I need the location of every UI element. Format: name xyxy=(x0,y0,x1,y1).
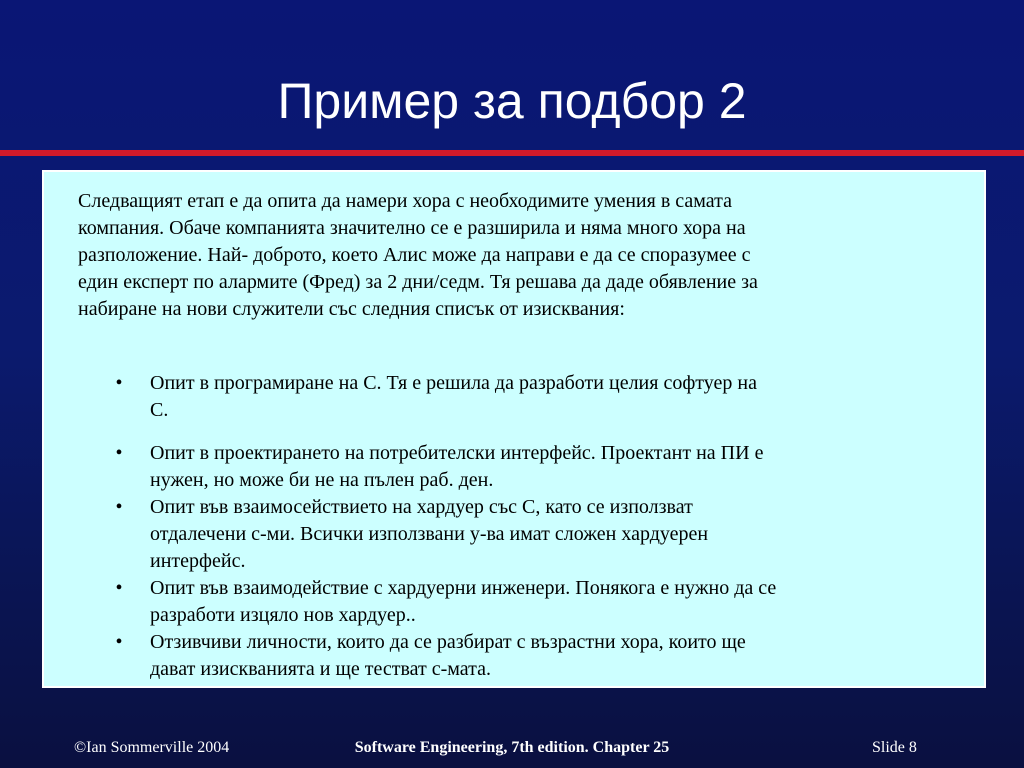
bullet-icon: • xyxy=(115,496,123,518)
footer-slide-number: Slide 8 xyxy=(872,739,917,756)
footer-book-title: Software Engineering, 7th edition. Chapter 25 xyxy=(354,739,670,756)
content-box xyxy=(42,170,986,688)
bullet-icon: • xyxy=(115,631,123,653)
title-divider xyxy=(0,150,1024,156)
bullet-icon: • xyxy=(115,372,123,394)
list-item-text: Опит във взаимосействието на хардуер със С, като се използват отдалечени с-ми. Всички използвани у-ва имат сложен хардуерен интерфейс. xyxy=(150,496,709,572)
bullet-icon: • xyxy=(115,577,123,599)
intro-paragraph: Следващият етап е да опита да намери хора с необходимите умения в самата компания. Обаче компанията значително се е разширила и няма много хора на разположение. Най- доброто, което Алис може да направи е да се споразумее с един експерт по алармите (Фред) за 2 дни/седм. Тя решава да даде обявление за набиране на нови служители със следния списък от изисквания: xyxy=(78,190,758,320)
list-item-text: Опит в проектирането на потребителски интерфейс. Проектант на ПИ е нужен, но може би не на пълен раб. ден. xyxy=(150,442,764,491)
slide-title: Пример за подбор 2 xyxy=(277,73,747,129)
list-item-text: Опит в програмиране на C. Тя е решила да разработи целия софтуер на C. xyxy=(150,372,757,421)
bullet-icon: • xyxy=(115,442,123,464)
list-item-text: Опит във взаимодействие с хардуерни инженери. Понякога е нужно да се разработи изцяло нов хардуер.. xyxy=(150,577,777,626)
footer-copyright: ©Ian Sommerville 2004 xyxy=(74,739,230,756)
list-item-text: Отзивчиви личности, които да се разбират с възрастни хора, които ще дават изискванията и ще тестват с-мата. xyxy=(150,631,746,680)
